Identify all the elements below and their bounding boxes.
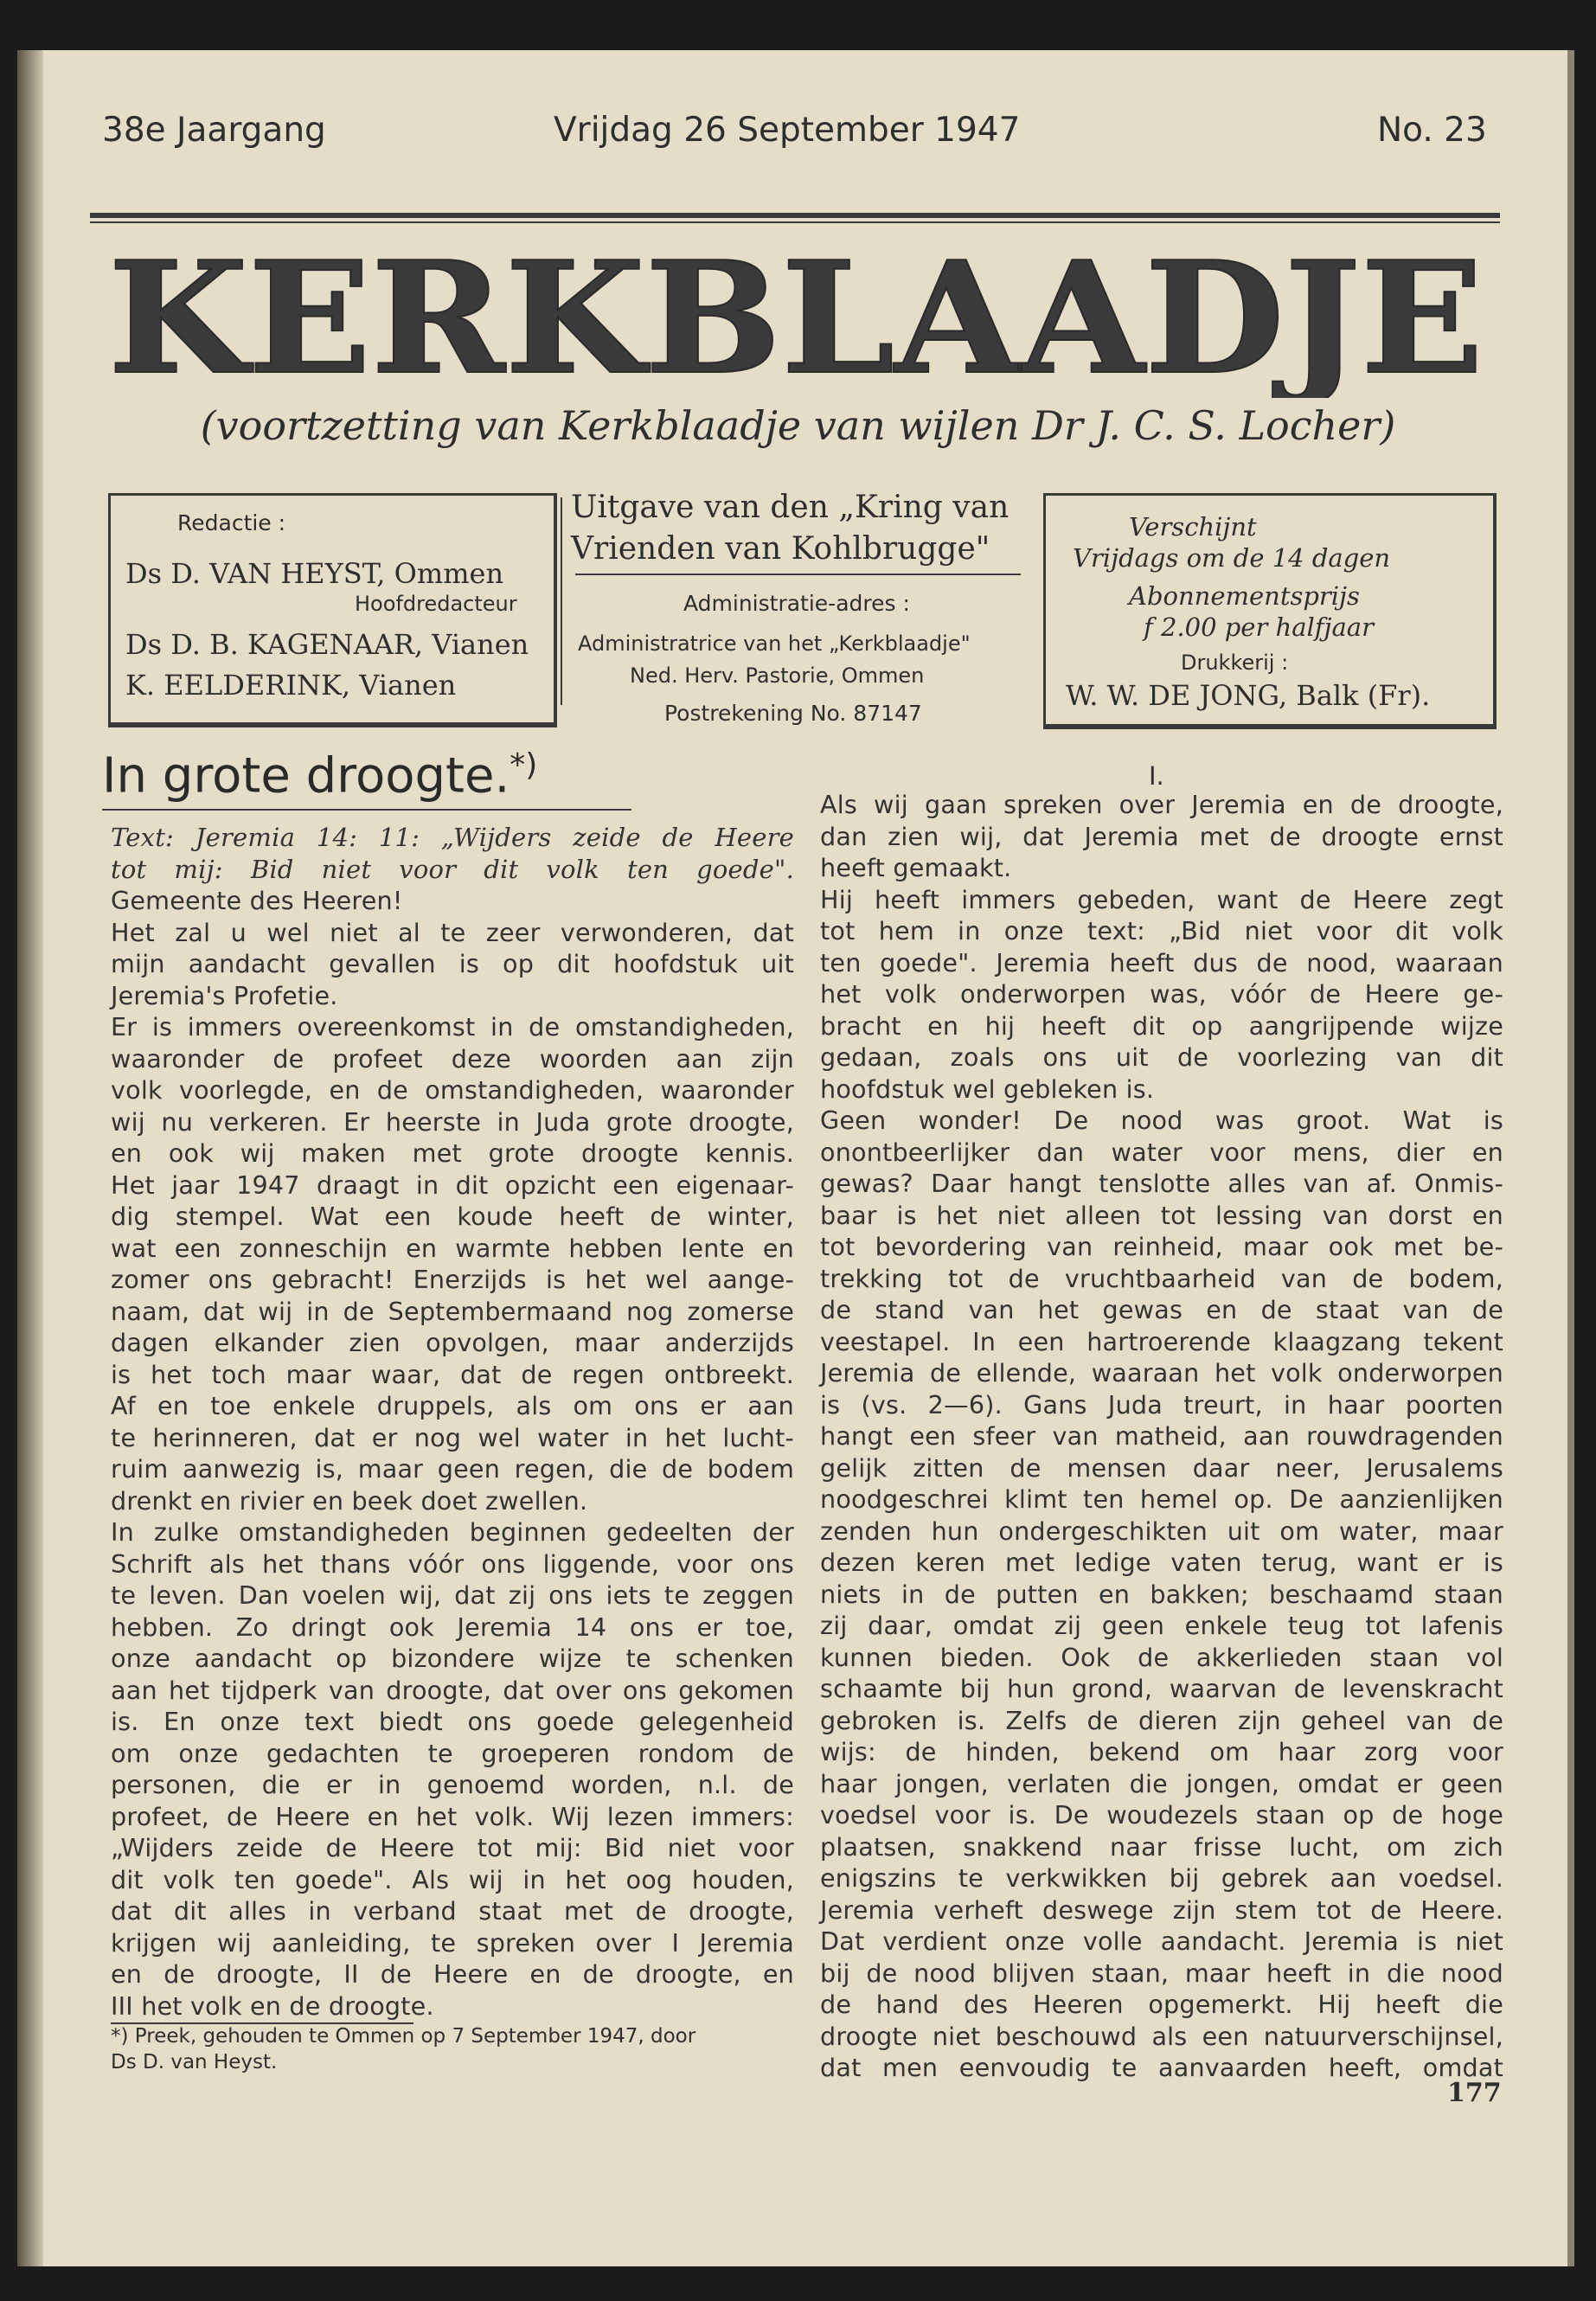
text-line: volk voorlegde, en de omstandigheden, waaronder: [111, 1075, 794, 1105]
uitgave-underline: [575, 574, 1021, 575]
text-line: niets in de putten en bakken; beschaamd staan: [820, 1579, 1503, 1609]
text-line: is (vs. 2—6). Gans Juda treurt, in haar poorten: [820, 1389, 1503, 1420]
text-line: dat men eenvoudig te aanvaarden heeft, omdat: [820, 2053, 1503, 2082]
article-title: In grote droogte.: [102, 747, 510, 804]
verschijnt-line-3: Abonnementsprijs: [1129, 581, 1360, 611]
text-line: ten goede". Jeremia heeft dus de nood, waaraan: [820, 947, 1503, 977]
text-line: dit volk ten goede". Als wij in het oog houden,: [111, 1864, 794, 1894]
verschijnt-line-1: Verschijnt: [1129, 512, 1257, 542]
text-line: Schrift als het thans vóór ons liggende, voor ons: [111, 1548, 794, 1579]
footnote-rule: [111, 2022, 413, 2024]
right-column: [820, 789, 1503, 2084]
text-line: wij nu verkeren. Er heerste in Juda grote droogte,: [111, 1106, 794, 1137]
masthead-subtitle: (voortzetting van Kerkblaadje van wijlen Dr J. C. S. Locher): [200, 402, 1396, 449]
text-line: Af en toe enkele druppels, als om ons er aan: [111, 1391, 794, 1420]
section-number: I.: [1149, 761, 1164, 791]
text-line: hebben. Zo dringt ook Jeremia 14 ons er toe,: [111, 1612, 794, 1642]
text-line: schaamte bij hun grond, waarvan de levenskracht: [820, 1674, 1503, 1703]
text-line: zomer ons gebracht! Enerzijds is het wel aange-: [111, 1265, 794, 1294]
header-rule-thin: [90, 221, 1500, 223]
text-line: naam, dat wij in de Septembermaand nog zomerse: [111, 1296, 794, 1326]
text-line: voedsel voor is. De woudezels staan op de hoge: [820, 1800, 1503, 1830]
text-line: om onze gedachten te groeperen rondom de: [111, 1738, 794, 1768]
text-line: de stand van het gewas en de staat van de: [820, 1295, 1503, 1324]
text-line: dagen elkander zien opvolgen, maar anderzijds: [111, 1328, 794, 1357]
text-line: het volk onderworpen was, vóór de Heere ge-: [820, 979, 1503, 1009]
title-underline: [102, 809, 631, 811]
text-line: en de droogte, II de Heere en de droogte, en: [111, 1959, 794, 1989]
text-line: plaatsen, snakkend naar frisse lucht, om zich: [820, 1831, 1503, 1862]
issue-number: No. 23: [1377, 111, 1487, 150]
text-line: Text: Jeremia 14: 11: „Wijders zeide de Heere: [111, 823, 794, 852]
text-line: tot mij: Bid niet voor dit volk ten goede".: [111, 854, 794, 884]
text-line: enigszins te verkwikken bij gebrek aan voedsel.: [820, 1863, 1503, 1893]
page-edge: [1567, 50, 1574, 2266]
text-line: drenkt en rivier en beek doet zwellen.: [111, 1485, 588, 1516]
text-line: gelijk zitten de mensen daar neer, Jerusalems: [820, 1452, 1503, 1483]
text-line: dan zien wij, dat Jeremia met de droogte ernst: [820, 821, 1503, 851]
text-line: te herinneren, dat er nog wel water in het lucht-: [111, 1422, 794, 1452]
text-line: gedaan, zoals ons uit de voorlezing van dit: [820, 1042, 1503, 1072]
text-line: Jeremia verheft deswege zijn stem tot de Heere.: [820, 1894, 1503, 1925]
text-line: tot hem in onze text: „Bid niet voor dit volk: [820, 916, 1503, 945]
text-line: tot bevordering van reinheid, maar ook met be-: [820, 1232, 1503, 1261]
text-line: Als wij gaan spreken over Jeremia en de droogte,: [820, 790, 1503, 819]
text-line: veestapel. In een hartroerende klaagzang tekent: [820, 1326, 1503, 1356]
text-line: „Wijders zeide de Heere tot mij: Bid niet voor: [111, 1833, 794, 1862]
text-line: personen, die er in genoemd worden, n.l. de: [111, 1770, 794, 1799]
box-divider: [561, 497, 562, 705]
text-line: Jeremia de ellende, waaraan het volk onderworpen: [820, 1358, 1503, 1388]
text-line: In zulke omstandigheden beginnen gedeelten der: [111, 1517, 794, 1547]
redactie-editor-2: Ds D. B. KAGENAAR, Vianen: [125, 628, 529, 661]
admin-label: Administratie-adres :: [683, 591, 910, 616]
text-line: Dat verdient onze volle aandacht. Jeremia is niet: [820, 1926, 1503, 1956]
text-line: profeet, de Heere en het volk. Wij lezen immers:: [111, 1801, 794, 1831]
redactie-editor-1: Ds D. VAN HEYST, Ommen: [125, 557, 504, 590]
verschijnt-line-4: f 2.00 per halfjaar: [1144, 612, 1374, 642]
text-line: heeft gemaakt.: [820, 853, 1012, 882]
text-line: wijs: de hinden, bekend om haar zorg voor: [820, 1737, 1503, 1766]
text-line: ruim aanwezig is, maar geen regen, die de bodem: [111, 1454, 794, 1484]
text-line: gewas? Daar hangt tenslotte alles van af. Onmis-: [820, 1169, 1503, 1198]
uitgave-line-1: Uitgave van den „Kring van: [571, 490, 1010, 525]
text-line: III het volk en de droogte.: [111, 1990, 434, 2021]
text-line: mijn aandacht gevallen is op dit hoofdstuk uit: [111, 949, 794, 978]
text-line: onontbeerlijker dan water voor mens, dier en: [820, 1137, 1503, 1167]
title-footnote-mark: *): [510, 747, 538, 783]
page-spine: [17, 50, 43, 2266]
admin-line-1: Administratrice van het „Kerkblaadje": [578, 631, 971, 656]
masthead-title: KERKBLAADJE: [108, 242, 1484, 398]
text-line: krijgen wij aanleiding, te spreken over I Jeremia: [111, 1927, 794, 1958]
text-line: Het jaar 1947 draagt in dit opzicht een eigenaar-: [111, 1170, 794, 1200]
text-line: gebroken is. Zelfs de dieren zijn geheel van de: [820, 1705, 1503, 1735]
text-line: dezen keren met ledige vaten terug, want er is: [820, 1548, 1503, 1577]
footnote-line-2: Ds D. van Heyst.: [111, 2051, 278, 2073]
header-rule: [90, 213, 1500, 218]
text-line: baar is het niet alleen tot lessing van dorst en: [820, 1200, 1503, 1230]
text-line: haar jongen, verlaten die jongen, omdat er geen: [820, 1768, 1503, 1798]
text-line: de hand des Heeren opgemerkt. Hij heeft die: [820, 1990, 1503, 2019]
postrekening: Postrekening No. 87147: [664, 701, 922, 726]
text-line: is. En onze text biedt ons goede gelegenheid: [111, 1707, 794, 1736]
text-line: hangt een sfeer van matheid, aan rouwdragenden: [820, 1421, 1503, 1451]
verschijnt-line-2: Vrijdags om de 14 dagen: [1073, 543, 1391, 573]
text-line: Geen wonder! De nood was groot. Wat is: [820, 1106, 1503, 1135]
text-line: bij de nood blijven staan, maar heeft in die nood: [820, 1958, 1503, 1988]
text-line: zij daar, omdat zij geen enkele teug tot lafenis: [820, 1611, 1503, 1640]
text-line: en ook wij maken met grote droogte kennis.: [111, 1138, 794, 1168]
text-line: waaronder de profeet deze woorden aan zijn: [111, 1043, 794, 1074]
text-line: Jeremia's Profetie.: [111, 980, 338, 1010]
text-line: onze aandacht op bizondere wijze te schenken: [111, 1644, 794, 1673]
article-title-wrap: [102, 747, 537, 804]
text-line: kunnen bieden. Ook de akkerlieden staan vol: [820, 1642, 1503, 1672]
redactie-role-1: Hoofdredacteur: [355, 592, 517, 616]
text-line: dat dit alles in verband staat met de droogte,: [111, 1896, 794, 1926]
text-line: Hij heeft immers gebeden, want de Heere zegt: [820, 884, 1503, 914]
left-column: [111, 822, 794, 2022]
text-line: hoofdstuk wel gebleken is.: [820, 1074, 1155, 1104]
redactie-label: Redactie :: [177, 510, 286, 535]
text-line: bracht en hij heeft dit op aangrijpende wijze: [820, 1010, 1503, 1041]
footnote-line-1: *) Preek, gehouden te Ommen op 7 September 1947, door: [111, 2025, 696, 2048]
text-line: aan het tijdperk van droogte, dat over ons gekomen: [111, 1675, 794, 1705]
text-line: trekking tot de vruchtbaarheid van de bodem,: [820, 1263, 1503, 1293]
text-line: Er is immers overeenkomst in de omstandigheden,: [111, 1012, 794, 1042]
jaargang: 38e Jaargang: [102, 111, 326, 150]
drukkerij-label: Drukkerij :: [1181, 651, 1289, 675]
printer-name: W. W. DE JONG, Balk (Fr).: [1066, 679, 1431, 712]
text-line: wat een zonneschijn en warmte hebben lente en: [111, 1233, 794, 1263]
text-line: Gemeente des Heeren!: [111, 886, 403, 915]
text-line: Het zal u wel niet al te zeer verwonderen, dat: [111, 917, 794, 947]
text-line: droogte niet beschouwd als een natuurverschijnsel,: [820, 2021, 1503, 2051]
text-line: noodgeschrei klimt ten hemel op. De aanzienlijken: [820, 1484, 1503, 1514]
text-line: is het toch maar waar, dat de regen ontbreekt.: [111, 1359, 794, 1389]
redactie-editor-3: K. EELDERINK, Vianen: [125, 669, 457, 702]
issue-date: Vrijdag 26 September 1947: [554, 111, 1021, 150]
text-line: dig stempel. Wat een koude heeft de winter,: [111, 1202, 794, 1231]
text-line: te leven. Dan voelen wij, dat zij ons iets te zeggen: [111, 1580, 794, 1610]
uitgave-line-2: Vrienden van Kohlbrugge": [571, 531, 990, 567]
text-line: zenden hun ondergeschikten uit om water, maar: [820, 1516, 1503, 1546]
page-number: 177: [1447, 2078, 1502, 2108]
admin-line-2: Ned. Herv. Pastorie, Ommen: [630, 663, 925, 688]
masthead: [104, 242, 1488, 398]
